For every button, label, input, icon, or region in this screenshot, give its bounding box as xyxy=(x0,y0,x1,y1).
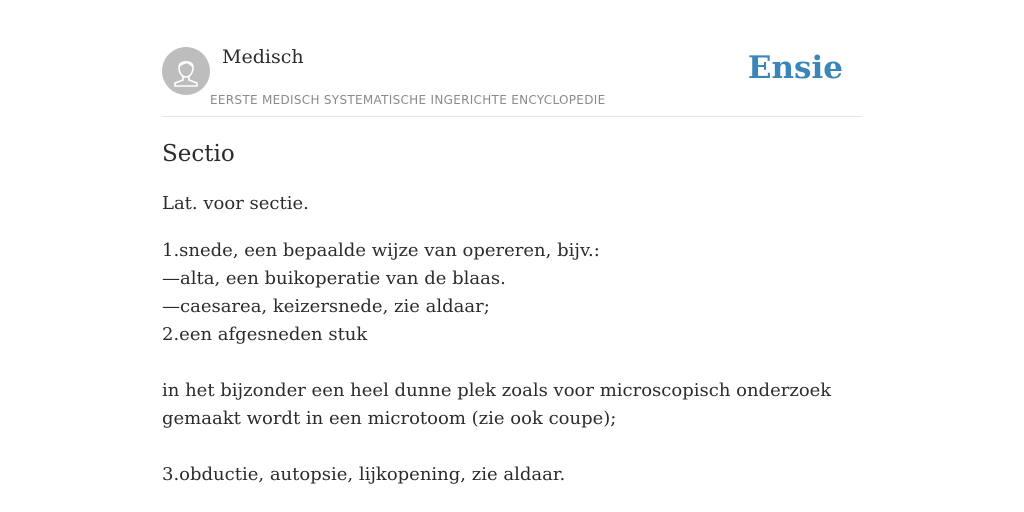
header xyxy=(162,40,862,117)
brand-logo[interactable]: Ensie xyxy=(747,50,843,86)
body-line: in het bijzonder een heel dunne plek zoals voor microscopisch onderzoek xyxy=(162,380,832,401)
body-line: 1.snede, een bepaalde wijze van opereren, bijv.: xyxy=(162,240,600,261)
body-line: 3.obductie, autopsie, lijkopening, zie aldaar. xyxy=(162,464,566,485)
article-body xyxy=(162,237,862,489)
article xyxy=(162,138,862,489)
article-title: Sectio xyxy=(162,141,235,167)
article-lead: Lat. voor sectie. xyxy=(162,193,309,214)
body-line: gemaakt wordt in een microtoom (zie ook coupe); xyxy=(162,408,617,429)
body-line xyxy=(162,433,862,461)
body-line: —caesarea, keizersnede, zie aldaar; xyxy=(162,296,490,317)
body-line: —alta, een buikoperatie van de blaas. xyxy=(162,268,506,289)
source-subtitle: EERSTE MEDISCH SYSTEMATISCHE INGERICHTE ENCYCLOPEDIE xyxy=(210,93,606,107)
source-name[interactable]: Medisch xyxy=(222,46,304,68)
body-line xyxy=(162,349,862,377)
user-icon xyxy=(162,47,210,95)
body-line: 2.een afgesneden stuk xyxy=(162,324,368,345)
